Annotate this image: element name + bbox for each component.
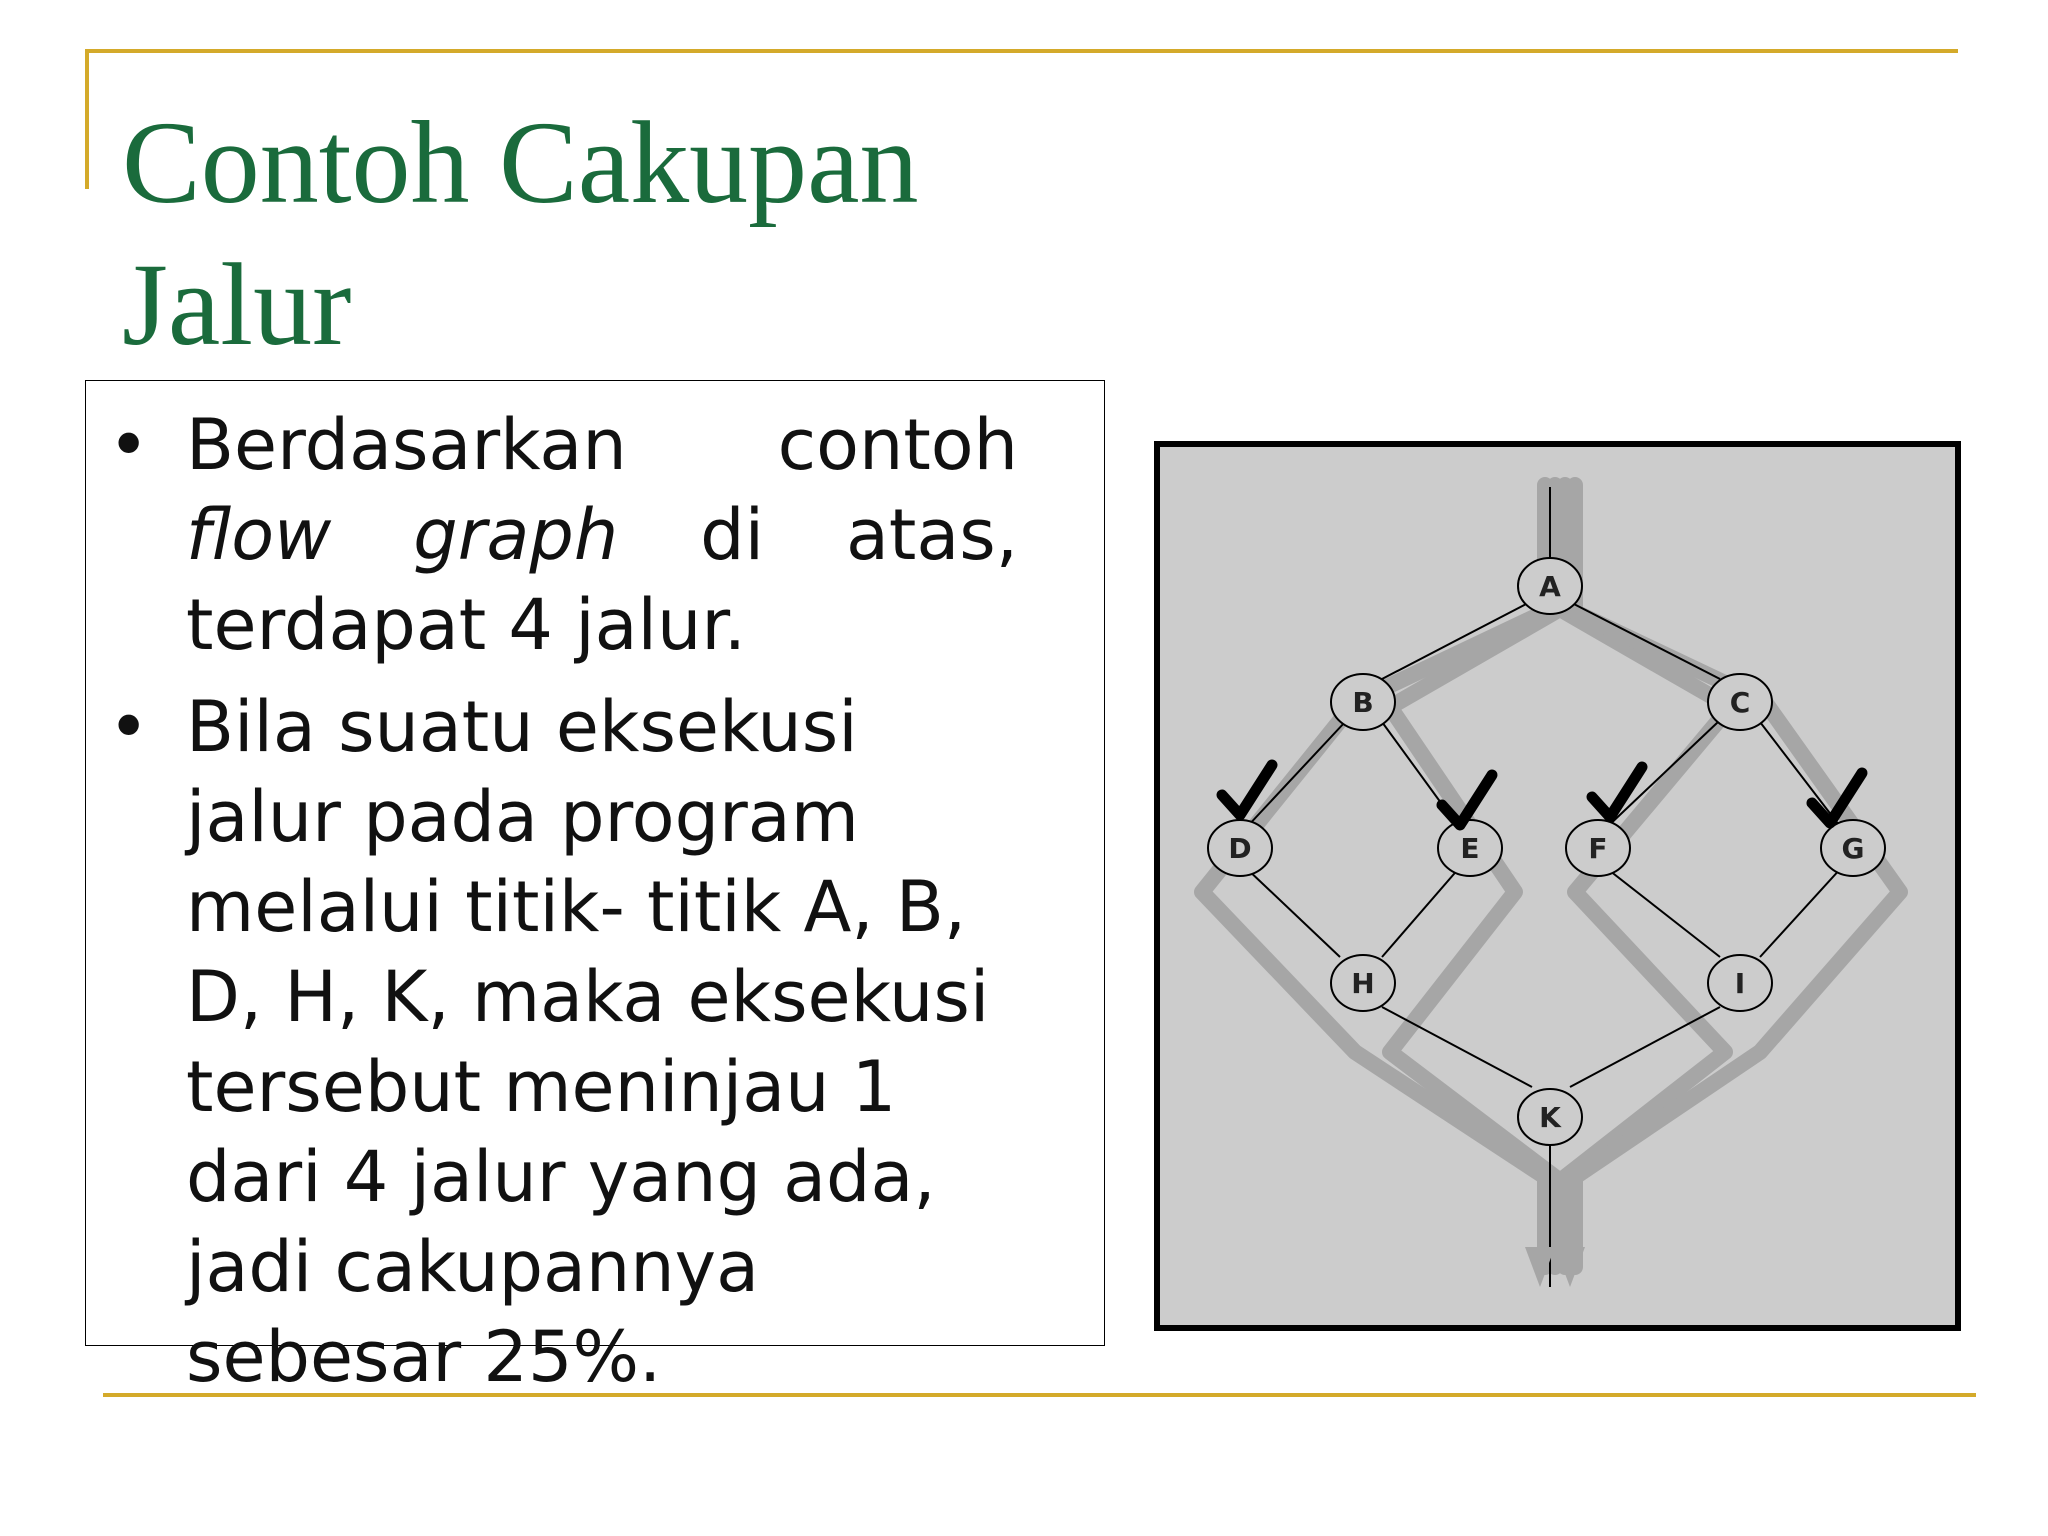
bullet-list xyxy=(100,400,1018,1414)
node-i xyxy=(1708,955,1772,1011)
bullet-2-text: Bila suatu eksekusi jalur pada program melalui titik- titik A, B, D, H, K, maka eksekusi tersebut meninjau 1 dari 4 jalur yang ada, jadi cakupannya sebesar 25%. xyxy=(186,686,990,1398)
node-f-label: F xyxy=(1588,832,1608,865)
node-e-label: E xyxy=(1460,832,1480,865)
bullet-marker: • xyxy=(108,404,150,486)
bullet-item-1 xyxy=(100,400,1018,670)
node-d xyxy=(1208,820,1272,876)
node-h xyxy=(1331,955,1395,1011)
bullet-1-text-end: di atas, terdapat 4 jalur. xyxy=(186,494,1018,666)
node-d-label: D xyxy=(1228,832,1252,865)
node-k xyxy=(1518,1089,1582,1145)
edge-c-g xyxy=(1760,722,1842,829)
checkmarks xyxy=(1222,765,1862,825)
node-a xyxy=(1518,558,1582,614)
node-b xyxy=(1331,674,1395,730)
node-e xyxy=(1438,820,1502,876)
flow-graph-svg xyxy=(1160,447,1955,1325)
flow-graph-figure xyxy=(1154,441,1961,1331)
node-c xyxy=(1708,674,1772,730)
edge-a-c xyxy=(1570,602,1720,679)
node-k-label: K xyxy=(1539,1101,1561,1134)
bullet-item-2 xyxy=(100,682,1018,1402)
node-b-label: B xyxy=(1352,686,1374,719)
node-g-label: G xyxy=(1841,832,1865,865)
edge-c-f xyxy=(1605,722,1718,829)
node-h-label: H xyxy=(1351,967,1375,1000)
bullet-1-italic: flow graph xyxy=(186,494,619,576)
slide-title xyxy=(122,92,918,376)
node-c-label: C xyxy=(1729,686,1751,719)
title-line-2: Jalur xyxy=(122,239,352,370)
edge-e-h xyxy=(1382,867,1460,957)
title-line-1: Contoh Cakupan xyxy=(122,97,919,228)
left-rule xyxy=(85,49,89,189)
graph-nodes xyxy=(1208,558,1885,1145)
edge-g-i xyxy=(1760,867,1842,957)
node-a-label: A xyxy=(1539,570,1561,603)
top-rule xyxy=(85,49,1958,53)
node-i-label: I xyxy=(1734,967,1746,1000)
bullet-1-text-start: Berdasarkan contoh xyxy=(186,404,1018,486)
node-f xyxy=(1566,820,1630,876)
bullet-marker: • xyxy=(108,686,150,768)
